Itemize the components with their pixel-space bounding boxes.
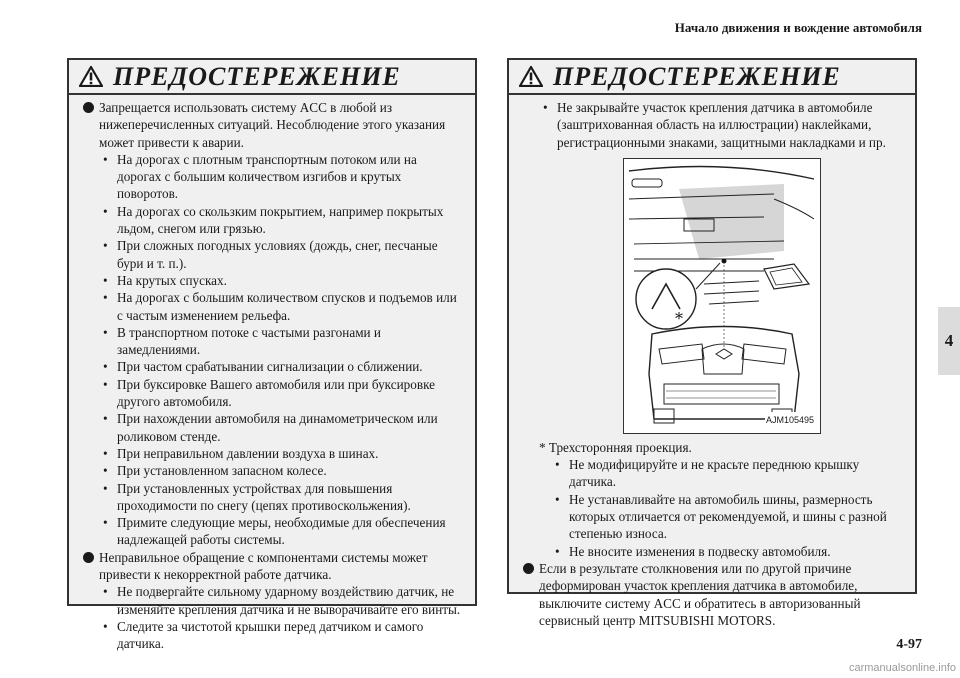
list-item: • Следите за чистотой крышки перед датчиком и самого датчика. — [103, 618, 424, 652]
list-item: • При неправильном давлении воздуха в шинах. — [103, 445, 379, 461]
list-item: • При частом срабатывании сигнализации о сближении. — [103, 359, 423, 375]
warning-title: ПРЕДОСТЕРЕЖЕНИЕ — [113, 61, 401, 91]
warning-paragraph: Неправильное обращение с компонентами системы может привести к некорректной работе датчика. — [83, 549, 461, 584]
warning-paragraph: Если в результате столкновения или по другой причине деформирован участок крепления датчика в автомобиле, выключите систему ACC и обратитесь в авторизованный сервисный центр MITSUBISHI MOTORS. — [523, 560, 901, 629]
bullet-dot-icon — [83, 552, 94, 563]
zoom-circle — [636, 269, 696, 329]
list-item: • Не подвергайте сильному ударному воздействию датчик, не изменяйте крепления датчика и не выворачивайте его винты. — [103, 584, 461, 617]
chapter-tab[interactable]: 4 — [938, 307, 960, 375]
warning-title: ПРЕДОСТЕРЕЖЕНИЕ — [553, 61, 841, 91]
svg-text:*: * — [675, 308, 683, 328]
list-item: • На дорогах с большим количеством спусков и подъемов или с частым изменением рельефа. — [103, 290, 457, 323]
footnote: * Трехсторонняя проекция. — [539, 439, 692, 455]
warning-triangle-icon — [79, 66, 103, 87]
watermark-link[interactable]: carmanualsonline.info — [848, 662, 956, 674]
page-header-title: Начало движения и вождение автомобиля — [674, 20, 922, 35]
warning-header — [509, 60, 915, 95]
list-item: • На дорогах со скользким покрытием, например покрытых льдом, снегом или грязью. — [103, 203, 444, 237]
warning-triangle-icon — [519, 66, 543, 87]
list-item: • Примите следующие меры, необходимые для обеспечения надлежащей работы системы. — [103, 515, 446, 548]
illustration-label: AJM105495 — [765, 412, 815, 429]
page-number: 4-97 — [896, 637, 922, 652]
list-item: • В транспортном потоке с частыми разгонами и замедлениями. — [103, 324, 381, 358]
list-item: • При нахождении автомобиля на динамометрическом или роликовом стенде. — [103, 411, 438, 444]
list-item: • На дорогах с плотным транспортным потоком или на дорогах с большим количеством изгибов и крутых поворотов. — [103, 151, 417, 202]
list-item: • Не модифицируйте и не красьте переднюю крышку датчика. — [555, 457, 860, 490]
list-item: • При установленных устройствах для повышения проходимости по снегу (цепях противоскольжения). — [103, 480, 411, 513]
warning-box-left — [67, 58, 477, 652]
bullet-dot-icon — [523, 563, 534, 574]
list-item: • Не устанавливайте на автомобиль шины, размерность которых отличается от рекомендуемой, и шины с разной степенью износа. — [555, 491, 887, 542]
bullet-dot-icon — [83, 102, 94, 113]
list-item: • При сложных погодных условиях (дождь, снег, песчаные бури и т. п.). — [103, 238, 438, 271]
sensor-location-illustration — [623, 158, 821, 434]
list-item: • Не закрывайте участок крепления датчика в автомобиле (заштрихованная область на иллюстрации) наклейками, регистрационными знаками, защитными накладками и пр. — [543, 100, 886, 150]
warning-paragraph: Запрещается использовать систему ACC в любой из нижеперечисленных ситуаций. Несоблюдение этого указания может привести к аварии. — [83, 99, 461, 151]
list-item: • На крутых спусках. — [103, 272, 227, 288]
vehicle-front-drawing — [624, 159, 819, 432]
list-item: • При установленном запасном колесе. — [103, 463, 327, 479]
list-item: • При буксировке Вашего автомобиля или при буксировке другого автомобиля. — [103, 376, 435, 410]
warning-box-right — [507, 58, 917, 628]
warning-header — [69, 60, 475, 95]
list-item: • Не вносите изменения в подвеску автомобиля. — [555, 543, 831, 559]
